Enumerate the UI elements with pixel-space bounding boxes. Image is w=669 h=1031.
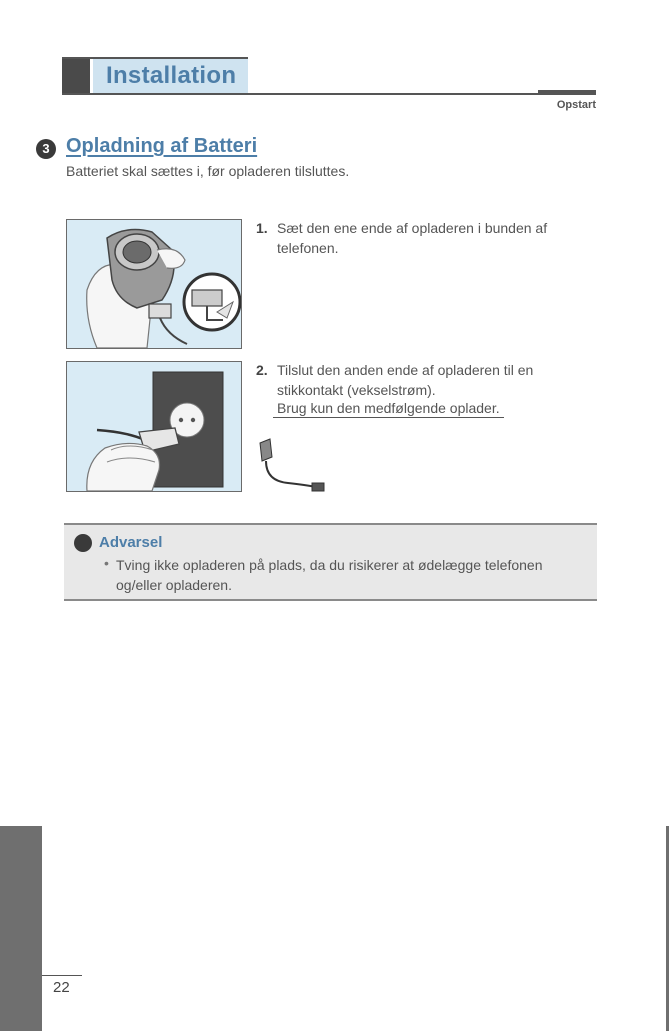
warning-list-bullet: • <box>104 555 109 571</box>
side-tab <box>0 826 42 1031</box>
phone-charger-drawing <box>67 220 241 348</box>
section-label: Opstart <box>556 99 596 111</box>
intro-text: Batteriet skal sættes i, før opladeren tilsluttes. <box>66 163 350 179</box>
warning-bullet-icon <box>74 534 92 552</box>
step-1-text: Sæt den ene ende af opladeren i bunden af telefonen. <box>277 220 548 256</box>
step-2-note: Brug kun den medfølgende oplader. <box>273 400 504 418</box>
page-number: 22 <box>53 979 70 996</box>
step-1-number: 1. <box>256 220 268 236</box>
header-dark-block <box>62 59 90 93</box>
warning-title: Advarsel <box>99 534 163 551</box>
header-right-bar <box>538 90 596 95</box>
charger-icon <box>254 437 332 495</box>
wall-socket-drawing <box>67 362 241 491</box>
section-title: Opladning af Batteri <box>66 135 258 157</box>
phone-charger-illustration <box>66 219 242 349</box>
wall-socket-illustration <box>66 361 242 492</box>
header-bottom-rule <box>62 93 596 95</box>
step-2-number: 2. <box>256 362 268 378</box>
page-title: Installation <box>106 62 237 89</box>
warning-text: Tving ikke opladeren på plads, da du risikerer at ødelægge telefonen og/eller opladeren. <box>116 557 543 593</box>
page-number-rule <box>42 975 82 976</box>
section-number-badge: 3 <box>36 139 56 159</box>
step-2-text: Tilslut den anden ende af opladeren til en stikkontakt (vekselstrøm). <box>277 362 534 398</box>
